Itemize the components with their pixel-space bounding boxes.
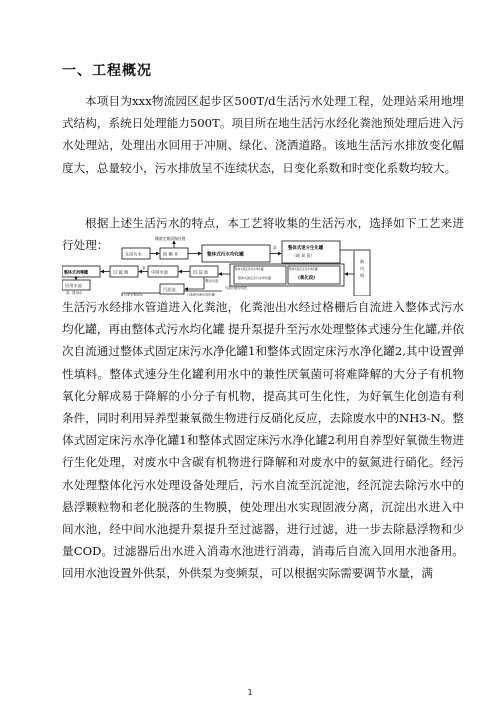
diagram-blower-2: 风 [360, 266, 365, 271]
process-flow-diagram [62, 236, 464, 296]
diagram-biochem-line1: 整体式速分生化罐 [288, 246, 324, 251]
diagram-disinfection-tank: 整体式消毒罐 [64, 269, 88, 275]
diagram-sludge-tank: 污泥池 [163, 287, 176, 292]
diagram-grille-well: 格 栅 井 [163, 251, 179, 257]
paragraph-process-intro: 根据上述生活污水的特点，本工艺将收集的生活污水，选择如下工艺来进行处理： [62, 216, 464, 253]
diagram-fixed-bed-small-2: 整体式固定床污水净化罐 [289, 268, 318, 271]
section-heading: 一、工程概况 [62, 63, 152, 79]
diagram-sludge-transport: 污泥定期清运 [124, 293, 144, 296]
diagram-residual-sludge: 剩余污泥 [205, 279, 219, 283]
diagram-pump-2: 泵 [142, 266, 146, 270]
box-biochem-tank [282, 241, 340, 263]
diagram-top-label: 栅渣定期清掏处理 [155, 236, 186, 241]
diagram-fixed-bed-label: 整体式固定床污水净化罐 [238, 276, 272, 280]
page-number: 1 [247, 688, 253, 697]
diagram-supernatant: 上清液回流至均化罐 [186, 293, 215, 296]
diagram-blower-1: 鼓 [360, 259, 365, 264]
paragraph-project-overview: 本项目为xxx物流园区起步区500T/d生活污水处理工程，处理站采用地埋式结构，系统日处理能力500T。项目所在地生活污水经化粪池预处理后进入污水处理站，处理出水回用于冲厕、绿化、浇洒道路。该地生活污水排放变化幅度大，总量较小，污水排放呈不连续状态，日变化系数和时变化系数均较大。 [62, 94, 464, 175]
diagram-filter: 过 滤 器 [113, 269, 129, 275]
diagram-biochem-line2: （缺 氧 段） [292, 253, 315, 258]
diagram-sedimentation-tank: 沉 淀 池 [193, 269, 209, 275]
diagram-intermediate-tank: 中间水池 [151, 269, 168, 275]
diagram-reuse-pump: 泵 [66, 291, 70, 295]
diagram-blower-3: 机 [360, 273, 365, 278]
paragraph-process-description: 生活污水经排水管道进入化粪池，化粪池出水经过格栅后自流进入整体式污水均化罐，再由整体式污水均化罐 提升泵提升至污水处理整体式速分生化罐,并依次自流通过整体式固定床污水净化罐1和整体式固定床污水净化罐2,其中设置弹性填料。整体式速分生化罐利用水中的兼性厌氧菌可将难降解的大分子有机物氧化分解成易于降解的小分子有机物，提高其可生化性，为好氧生化创造有利条件，同时利用异养型兼氧微生物进行反硝化反应，去除废水中的NH3-N。整体式固定床污水净化罐1和整体式固定床污水净化罐2利用自养型好氧微生物进行生化处理，对废水中含碳有机物进行降解和对废水中的氨氮进行硝化。经污水处理整体化污水处理设备处理后，污水自流至沉淀池，经沉淀去除污水中的悬浮颗粒物和老化脱落的生物膜，使处理出水实现固液分离，沉淀出水进入中间水池，经中间水池提升泵提升至过滤器，进行过滤，进一步去除悬浮物和少量COD。过滤器后出水进入消毒水池进行消毒，消毒后自流入回用水池备用。回用水池设置外供泵，外供泵为变频泵，可以根据实际需要调节水量，满 [62, 300, 464, 581]
diagram-reuse-water: 回用水 [72, 291, 83, 295]
diagram-pump-1: 泵 [273, 245, 277, 250]
diagram-oxidation: (氧化段) [298, 276, 316, 281]
diagram-sludge-return: 污泥回流至均化 [225, 286, 248, 290]
diagram-fixed-bed-small-1: 整体式固定床污水净化罐 [235, 268, 264, 271]
diagram-equalization-tank: 整体式污水均化罐 [207, 252, 244, 258]
diagram-domestic-sewage: 生活污水 [125, 251, 142, 257]
diagram-reuse-tank: 回用水池 [65, 283, 82, 288]
